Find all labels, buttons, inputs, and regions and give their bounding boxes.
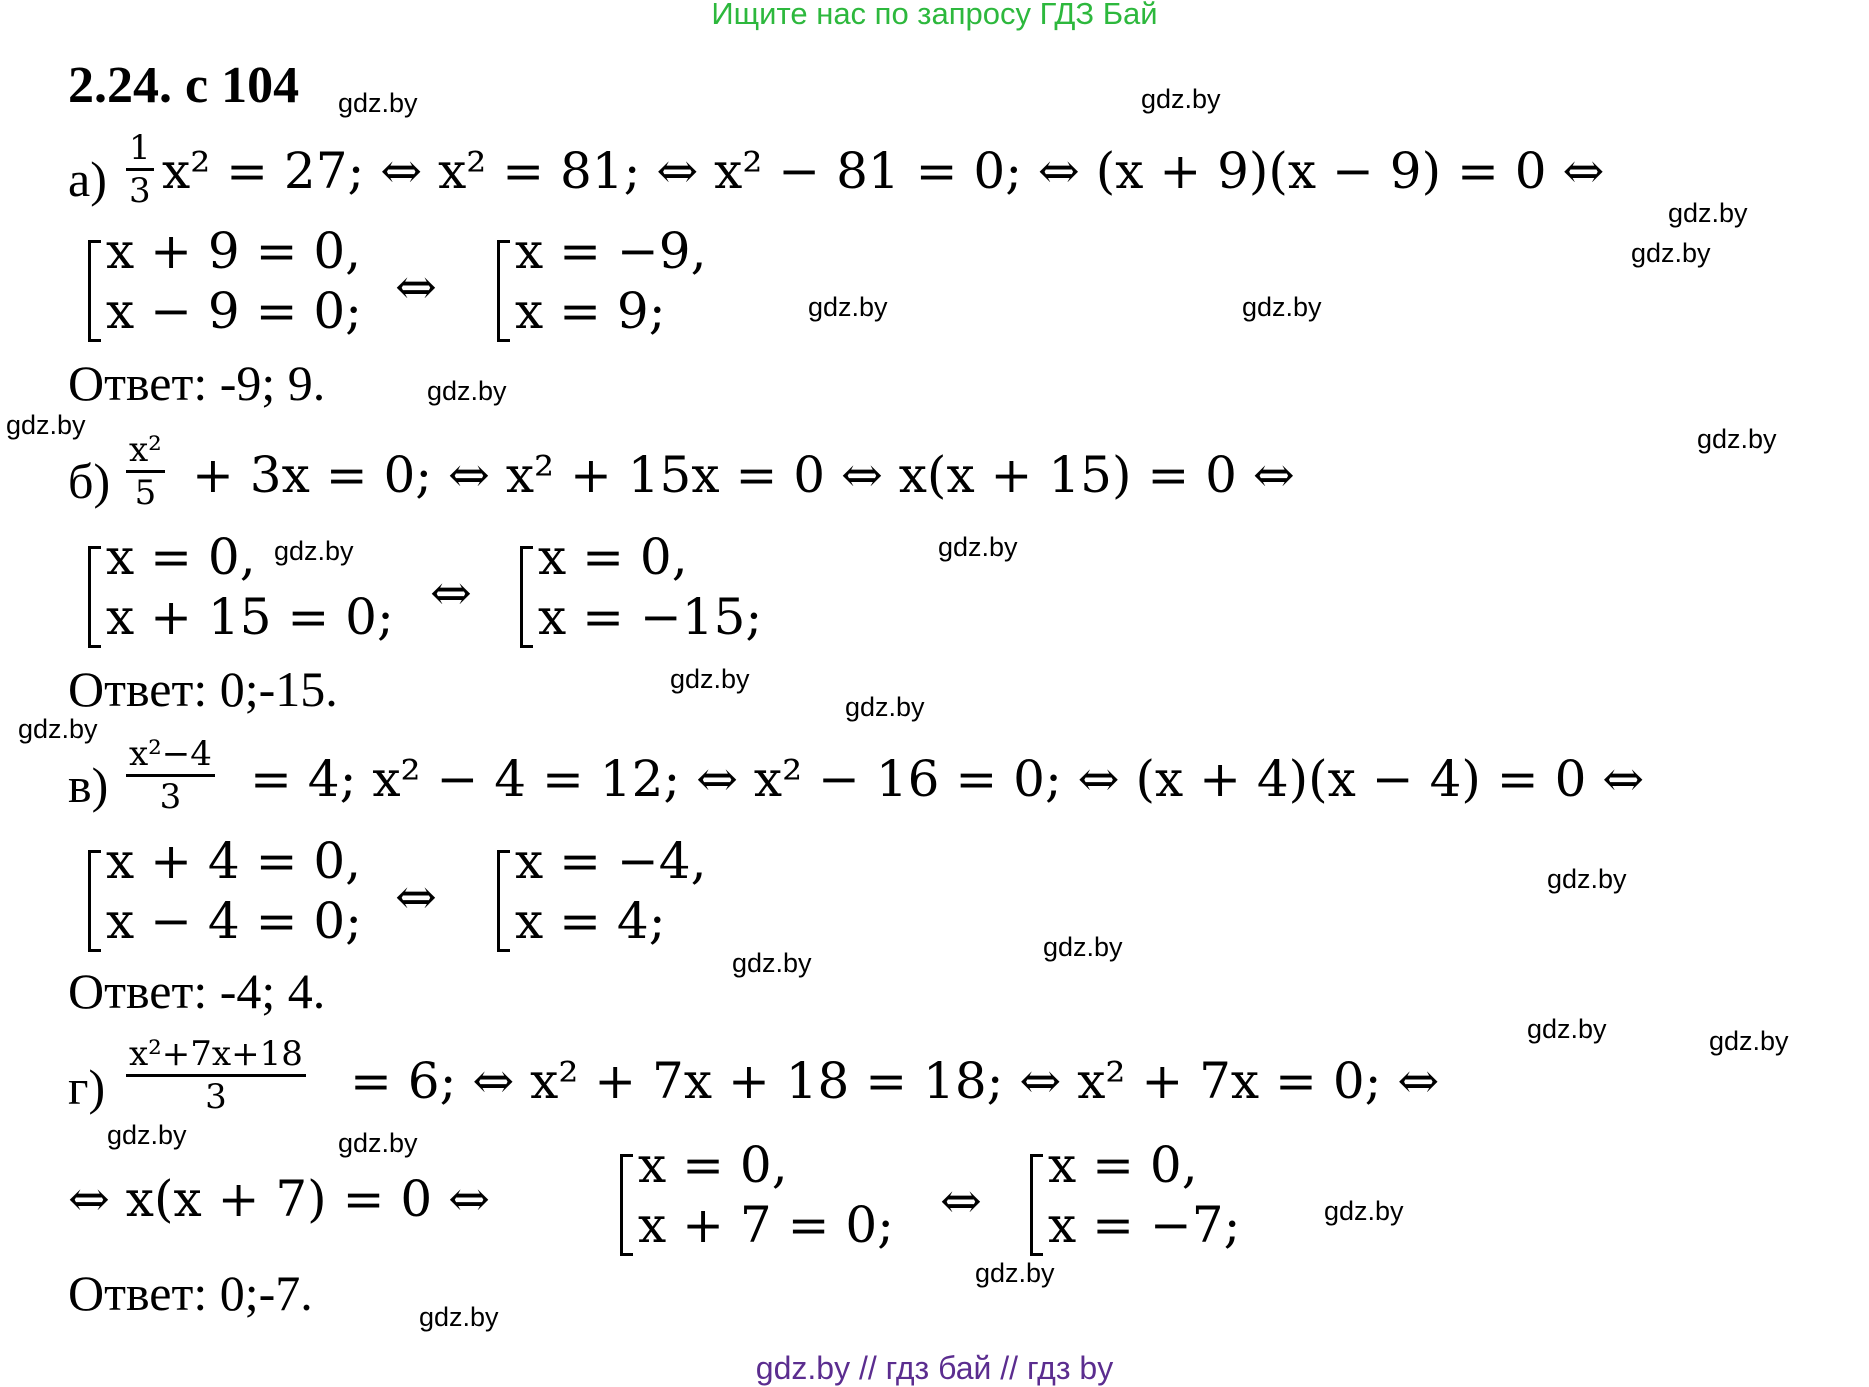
part-a-frac-den: 3	[129, 171, 151, 211]
watermark: gdz.by	[6, 410, 86, 440]
watermark: gdz.by	[427, 376, 507, 406]
bracket	[497, 850, 510, 952]
search-banner: Ищите нас по запросу ГДЗ Бай	[711, 0, 1158, 31]
part-v-fraction	[126, 734, 215, 817]
part-v-equation: = 4; x² − 4 = 12; ⇔ x² − 16 = 0; ⇔ (x + 4)(x − 4) = 0 ⇔	[250, 750, 1645, 808]
watermark: gdz.by	[1141, 84, 1221, 114]
system-line: x = −4,	[515, 832, 707, 890]
part-b-iff: ⇔	[430, 564, 472, 622]
system-line: x = −9,	[515, 222, 707, 280]
part-a-label: а)	[68, 151, 107, 207]
part-g-answer: Ответ: 0;-7.	[68, 1265, 313, 1321]
watermark: gdz.by	[107, 1120, 187, 1150]
footer-links: gdz.by // гдз бай // гдз by	[755, 1350, 1114, 1386]
watermark: gdz.by	[18, 714, 98, 744]
watermark: gdz.by	[274, 536, 354, 566]
watermark: gdz.by	[670, 664, 750, 694]
part-a-iff: ⇔	[395, 258, 437, 316]
system-line: x = 0,	[1048, 1136, 1198, 1194]
bracket	[620, 1154, 633, 1256]
part-b-frac-num: x²	[126, 430, 165, 473]
part-b-equation: + 3x = 0; ⇔ x² + 15x = 0 ⇔ x(x + 15) = 0 ⇔	[192, 446, 1295, 504]
part-a-frac-num: 1	[126, 128, 154, 171]
part-b-fraction	[126, 430, 165, 513]
part-g-label: г)	[68, 1059, 106, 1115]
watermark: gdz.by	[1242, 292, 1322, 322]
watermark: gdz.by	[1709, 1026, 1789, 1056]
watermark: gdz.by	[1631, 238, 1711, 268]
part-v-frac-num: x²−4	[126, 734, 215, 777]
watermark: gdz.by	[808, 292, 888, 322]
part-b-answer: Ответ: 0;-15.	[68, 661, 338, 717]
part-v-label: в)	[68, 757, 109, 813]
bracket	[88, 850, 101, 952]
part-g-equation: = 6; ⇔ x² + 7x + 18 = 18; ⇔ x² + 7x = 0; ⇔	[350, 1052, 1440, 1110]
part-g-equation-2: ⇔ x(x + 7) = 0 ⇔	[68, 1170, 490, 1228]
part-g-frac-num: x²+7x+18	[126, 1034, 306, 1077]
watermark: gdz.by	[1668, 198, 1748, 228]
watermark: gdz.by	[1527, 1014, 1607, 1044]
watermark: gdz.by	[338, 88, 418, 118]
watermark: gdz.by	[1324, 1196, 1404, 1226]
task-heading: 2.24. с 104	[68, 57, 300, 114]
bracket	[520, 546, 533, 648]
watermark: gdz.by	[1043, 932, 1123, 962]
bracket	[88, 240, 101, 342]
system-line: x = −7;	[1048, 1196, 1241, 1254]
watermark: gdz.by	[845, 692, 925, 722]
part-b-label: б)	[68, 453, 111, 509]
bracket	[497, 240, 510, 342]
watermark: gdz.by	[975, 1258, 1055, 1288]
system-line: x = 4;	[515, 892, 666, 950]
system-line: x + 7 = 0;	[638, 1196, 895, 1254]
part-g-frac-den: 3	[205, 1077, 227, 1117]
system-line: x − 9 = 0;	[106, 282, 363, 340]
system-line: x = 9;	[515, 282, 666, 340]
bracket	[1030, 1154, 1043, 1256]
part-a-fraction	[126, 128, 154, 211]
watermark: gdz.by	[1547, 864, 1627, 894]
system-line: x = 0,	[106, 528, 256, 586]
system-line: x + 15 = 0;	[106, 588, 394, 646]
system-line: x + 4 = 0,	[106, 832, 362, 890]
part-b-frac-den: 5	[134, 473, 157, 513]
part-g-fraction	[126, 1034, 306, 1117]
part-a-equation: x² = 27; ⇔ x² = 81; ⇔ x² − 81 = 0; ⇔ (x + 9)(x − 9) = 0 ⇔	[162, 142, 1605, 200]
watermark: gdz.by	[338, 1128, 418, 1158]
part-v-answer: Ответ: -4; 4.	[68, 963, 326, 1019]
part-a-answer: Ответ: -9; 9.	[68, 355, 326, 411]
watermark: gdz.by	[1697, 424, 1777, 454]
watermark: gdz.by	[419, 1302, 499, 1332]
system-line: x − 4 = 0;	[106, 892, 363, 950]
system-line: x = 0,	[638, 1136, 788, 1194]
part-v-frac-den: 3	[159, 777, 182, 817]
system-line: x = 0,	[538, 528, 688, 586]
watermark: gdz.by	[732, 948, 812, 978]
bracket	[88, 546, 101, 648]
part-g-iff: ⇔	[940, 1172, 982, 1230]
watermark: gdz.by	[938, 532, 1018, 562]
part-v-iff: ⇔	[395, 868, 437, 926]
system-line: x + 9 = 0,	[106, 222, 362, 280]
system-line: x = −15;	[538, 588, 763, 646]
